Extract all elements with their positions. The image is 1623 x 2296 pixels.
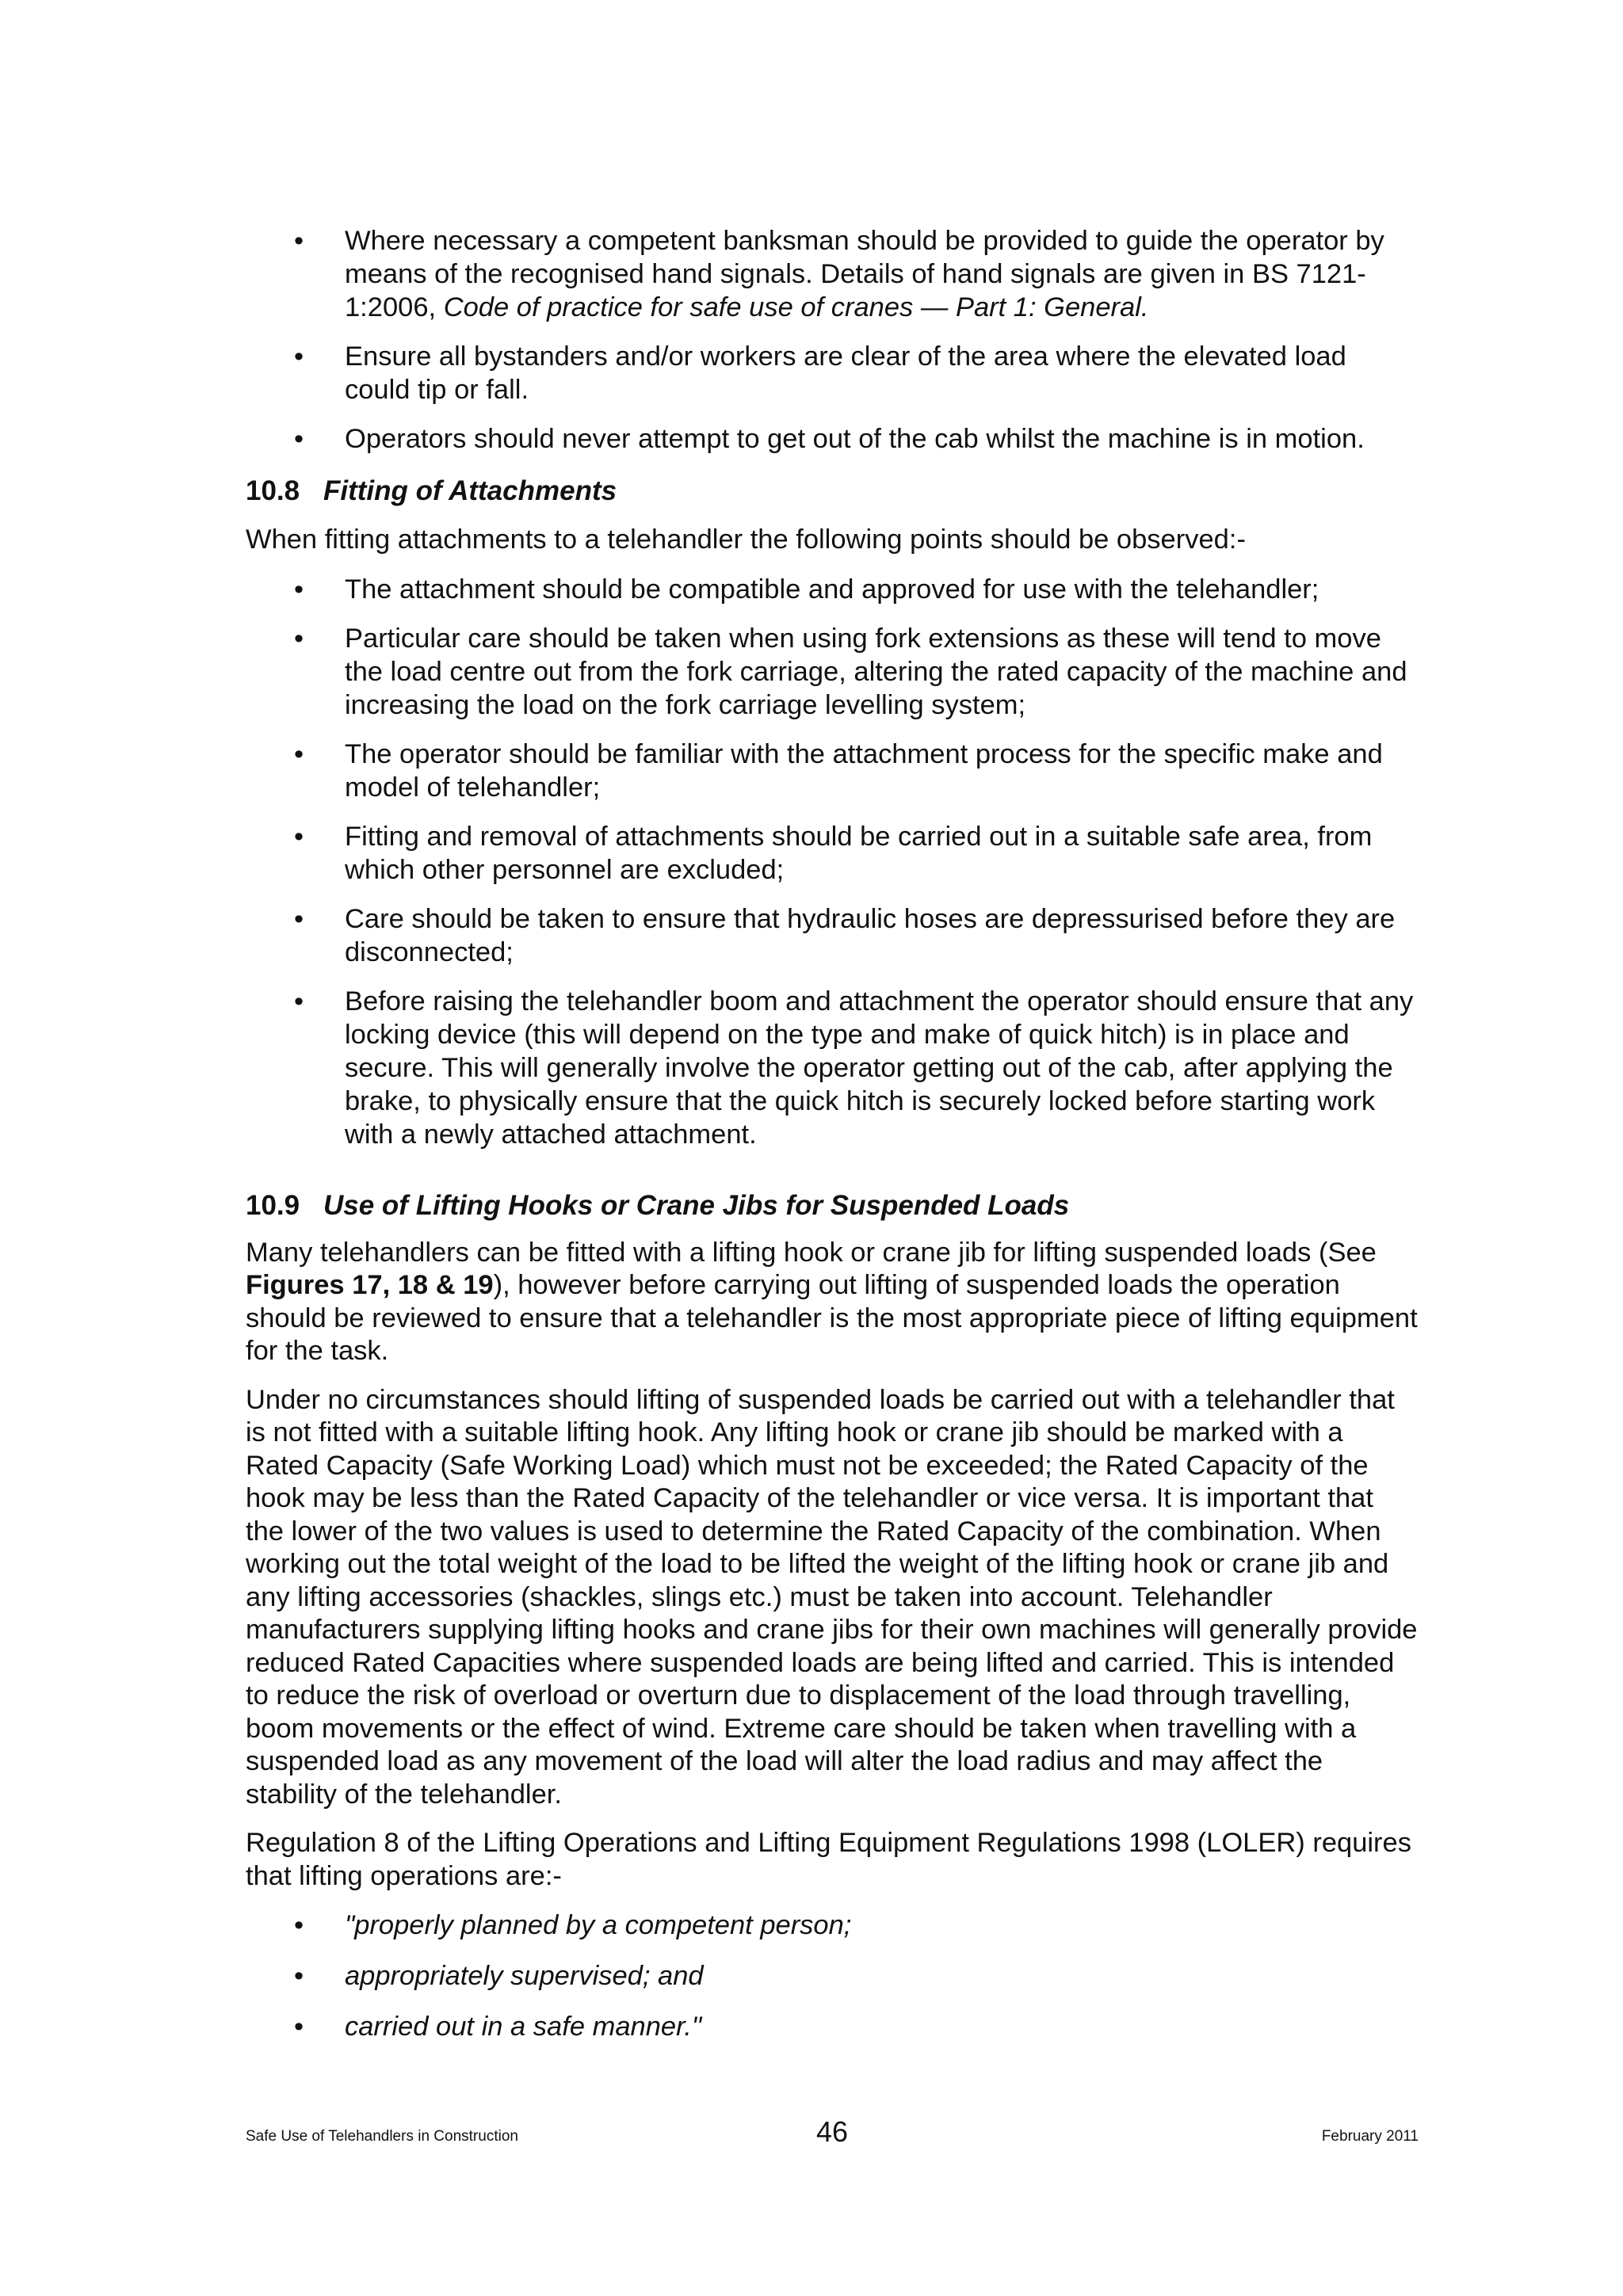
- list-item: • carried out in a safe manner.": [294, 2012, 702, 2042]
- bullet-icon: •: [294, 341, 304, 372]
- list-item: • Particular care should be taken when using fork extensions as these will tend to move the load centre out from the fork carriage, altering the rated capacity of the machine and increasing the load on the fork carriage levelling system;: [294, 623, 1407, 720]
- intro-bullet-list: [246, 224, 1419, 456]
- paragraph-suspended-loads-intro: Many telehandlers can be fitted with a lifting hook or crane jib for lifting suspended loads (See Figures 17, 18 & 19), however before carrying out lifting of suspended loads the operation should be reviewed to ensure that a telehandler is the most appropriate piece of lifting equipment for the task.: [246, 1237, 1418, 1366]
- footer-document-title: Safe Use of Telehandlers in Construction: [246, 2128, 518, 2145]
- bullet-icon: •: [294, 986, 304, 1016]
- bullet-icon: •: [294, 903, 304, 934]
- list-item: • Ensure all bystanders and/or workers are clear of the area where the elevated load could tip or fall.: [294, 341, 1346, 405]
- footer-date: February 2011: [1321, 2128, 1419, 2145]
- loler-quote-list: [246, 1909, 1419, 2043]
- bullet-icon: •: [294, 738, 304, 769]
- page-footer: [246, 2115, 1419, 2155]
- section-intro-10-8: When fitting attachments to a telehandler the following points should be observed:-: [246, 524, 1246, 555]
- list-item: • The operator should be familiar with the attachment process for the specific make and model of telehandler;: [294, 738, 1383, 803]
- bullet-icon: •: [294, 821, 304, 852]
- bullet-icon: •: [294, 424, 304, 454]
- bullet-icon: •: [294, 1910, 304, 1940]
- list-item: • The attachment should be compatible and approved for use with the telehandler;: [294, 574, 1319, 605]
- paragraph-rated-capacity: Under no circumstances should lifting of suspended loads be carried out with a telehandler that is not fitted with a suitable lifting hook. Any lifting hook or crane jib should be marked with a Rated Capacity (Safe Working Load) which must not be exceeded; the Rated Capacity of the hook may be less than the Rated Capacity of the telehandler or vice versa. It is important that the lower of the two values is used to determine the Rated Capacity of the combination. When working out the total weight of the load to be lifted the weight of the lifting hook or crane jib and any lifting accessories (shackles, slings etc.) must be taken into account. Telehandler manufacturers supplying lifting hooks and crane jibs for their own machines will generally provide reduced Rated Capacities where suspended loads are being lifted and carried. This is intended to reduce the risk of overload or overturn due to displacement of the load through travelling, boom movements or the effect of wind. Extreme care should be taken when travelling with a suspended load as any movement of the load will alter the load radius and may affect the stability of the telehandler.: [246, 1384, 1418, 1810]
- page-number: 46: [815, 2115, 849, 2148]
- bullet-icon: •: [294, 623, 304, 654]
- list-item: • Care should be taken to ensure that hydraulic hoses are depressurised before they are disconnected;: [294, 903, 1396, 967]
- list-item: • Before raising the telehandler boom and attachment the operator should ensure that any locking device (this will depend on the type and make of quick hitch) is in place and secure. This will generally involve the operator getting out of the cab, after applying the brake, to physically ensure that the quick hitch is securely locked before starting work with a newly attached attachment.: [294, 986, 1414, 1150]
- list-item: • Where necessary a competent banksman should be provided to guide the operator by means of the recognised hand signals. Details of hand signals are given in BS 7121-1:2006, Code of practice for safe use of cranes — Part 1: General.: [294, 226, 1384, 322]
- attachments-bullet-list: [246, 573, 1419, 1151]
- bullet-icon: •: [294, 1961, 304, 1991]
- bullet-icon: •: [294, 574, 304, 605]
- section-heading-10-9: 10.9 Use of Lifting Hooks or Crane Jibs for Suspended Loads: [246, 1189, 1070, 1221]
- list-item: • "properly planned by a competent person;: [294, 1910, 852, 1940]
- list-item: • appropriately supervised; and: [294, 1961, 704, 1991]
- list-item: • Operators should never attempt to get out of the cab whilst the machine is in motion.: [294, 424, 1365, 454]
- section-heading-10-8: 10.8 Fitting of Attachments: [246, 475, 617, 506]
- bullet-icon: •: [294, 2012, 304, 2042]
- page-content: [246, 224, 1419, 2061]
- bullet-icon: •: [294, 226, 304, 256]
- list-item: • Fitting and removal of attachments should be carried out in a suitable safe area, from which other personnel are excluded;: [294, 821, 1373, 885]
- paragraph-loler: Regulation 8 of the Lifting Operations and Lifting Equipment Regulations 1998 (LOLER) requires that lifting operations are:-: [246, 1828, 1411, 1891]
